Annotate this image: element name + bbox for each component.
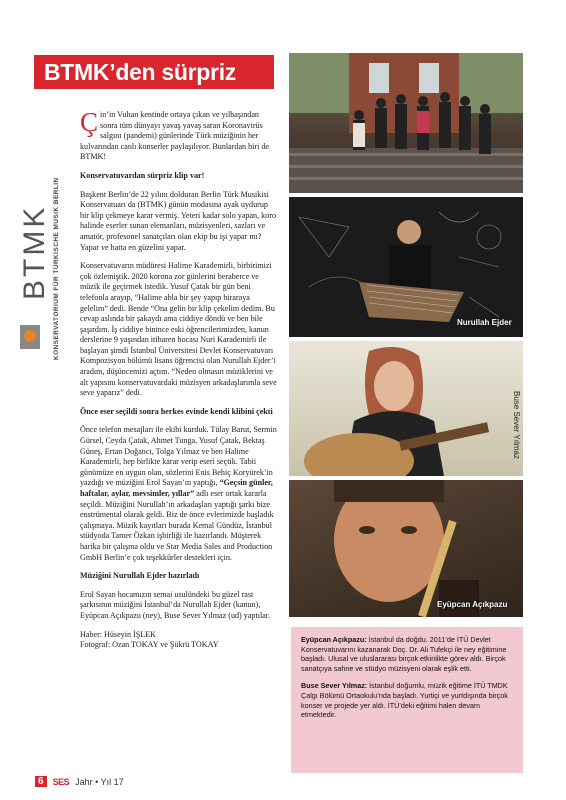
paragraph-3: Önce telefon mesajları ile ekibi kurduk. Tülay Barut, Sermin Gürsel, Ceyda Çatak, Ahmet Tunga, Yusuf Çatak, Bektaş Güneş, Ertan Doğancı, Tolga Yılmaz ve ben Halime Karademirli, hep birlikte karar verip eseri seçtik. Tabii günümüze en uygun olan, sözlerini Enis Behiç Koryürek’in yazdığı ve müziğini Erol Sayan’ın yaptığı, “Geçsin günler, haftalar, aylar, mevsimler, yıllar” adlı eser ortak kararla seçildi. Müziğini Nurullah’ın arkadaşları yaptığı şarkı bize enstrümental olarak geldi. Biz de önce evlerimizde başladık çalışmaya. Müzik kayıtları burada Kemal Gündüz, İstanbul stüdyoda Tamer Özkan işbirliği ile hazırlandı. Müşterek harika bir çalışma oldu ve Star Media Sales and Production GmbH Berlin’e çok teşekkürler destekleri için. [80, 425, 277, 562]
btmk-logo [20, 110, 66, 360]
subhead-3: Müziğini Nurullah Ejder hazırladı [80, 571, 200, 581]
bio-box [291, 627, 523, 773]
photo-nurullah-ejder [289, 197, 523, 337]
page-number: 6 [35, 776, 47, 787]
group-photo [289, 53, 523, 193]
credit-photo: Fotograf: Ozan TOKAY ve Şükrü TOKAY [80, 640, 219, 650]
credit-news: Haber: Hüseyin İŞLEK [80, 629, 156, 639]
ses-logo: SES [52, 776, 70, 787]
btmk-emblem-icon [20, 325, 40, 349]
paragraph-2: Konservatuvarın müdüresi Halime Karademirli, birbirimizi çok özlemiştik. 2020 korona zor günlerini beraberce ve müzik ile geçirmek istedik. Yusuf Çatak bir gün beni telefonla arayıp, “Halime abla bir şey yapıp biraraya gelelim” dedi. Bende “Ona gelin bir klip çekelim dedim. Bu cevap aslında bir şakaydı ama ciddiye döndü ve ben bile şaşırdım. İş ciddiye binince eski öğrencilerimizden, kanun derslerine 9 yaşından itibaren hocası Nuri Karademirli ile başlayan şimdi İstanbul Üniversitesi Devlet Konservatuvarı Kompozisyon bölümü lisans öğrencisi olan Nurullah Ejder’i aradım, düşüncemizi açtım. “Neden olmasın müziklerini ve alt yapısını konservatuvardaki müzisyen arkadaşlarımla seve seve yaparız” dedi. [80, 261, 277, 398]
logo-big-text: BTMK [18, 204, 51, 300]
subhead-2: Önce eser seçildi sonra herkes evinde kendi klibini çekti [80, 406, 273, 416]
subhead-1: Konservatuvardan sürpriz klip var! [80, 170, 205, 180]
article-title: BTMK’den sürpriz var! [34, 55, 274, 89]
caption-eyupcan: Eyüpcan Açıkpazu [437, 600, 508, 609]
bio-buse: Buse Sever Yılmaz: İstanbul doğumlu, müzik eğitime İTÜ TMDK Çalgı Bölümü Ortaokulu’nda başladı. Yurtiçi ve yurtdışında birçok konser ve projede yer aldı. İTÜ’deki eğitimi halen devam etmektedir. [301, 681, 508, 720]
photo-buse-sever-yilmaz [289, 341, 523, 476]
article-body [80, 107, 278, 651]
song-title: “Geçsin günler, haftalar, aylar, mevsimler, yıllar” [80, 478, 273, 498]
dropcap: Ç [80, 107, 99, 137]
article-intro: Çin’in Vuhan kentinde ortaya çıkan ve yılbaşından sonra tüm dünyayı yavaş yavaş saran Koronavirüs salgını (pandemi) günlerinde Türk müziğinin her kulvarından canlı konserler paylaşılıyor. Bunlardan biri de BTMK! [80, 107, 270, 162]
ney-photo-art [289, 480, 523, 617]
logo-small-text: KONSERVATORIUM FÜR TÜRKISCHE MUSIK BERLIN [53, 177, 60, 360]
kanun-photo-art [289, 197, 523, 337]
group-photo-art [289, 53, 523, 193]
paragraph-4: Erol Sayan hocamızın semai usulündeki bu güzel rast şarkısının müziğini İstanbul’da Nurullah Ejder (kanun), Eyüpcan Açıkpazu (ney), Buse Sever Yılmaz (ud) yaptılar. [80, 589, 271, 620]
bio-eyupcan: Eyüpcan Açıkpazu: İstanbul da doğdu. 2011’de İTÜ Devlet Konservatuvarını kazanarak Doç. Dr. Ali Tufekçi ile ney eğitimine başladı. Ulusal ve uluslararası birçok etkinlikte görev aldı. Birçok sanatçıya sahne ve stüdyo müzisyeni olarak eşlik etti. [301, 635, 507, 673]
issue-label: Jahr • Yıl 17 [75, 776, 124, 787]
paragraph-1: Başkent Berlin’de 22 yılını dolduran Berlin Türk Musikisi Konservatuarı da (BTMK) günün modasına ayak uydurup bir klip çekmeye karar vermiş. Yeteri kadar solo yapan, koro halinde eserler sunan elemanları, müzisyenleri, sazları ve amatör, profesonel sanatçıları olan ekip bu işi yapar mı? Yapar ve hatta en güzelini yapar. [80, 189, 276, 252]
caption-nurullah: Nurullah Ejder [457, 318, 512, 327]
ud-photo-art [289, 341, 511, 476]
page-footer [35, 776, 124, 787]
photo-eyupcan-acikpazu [289, 480, 523, 617]
caption-buse: Buse Sever Yılmaz [512, 391, 521, 459]
